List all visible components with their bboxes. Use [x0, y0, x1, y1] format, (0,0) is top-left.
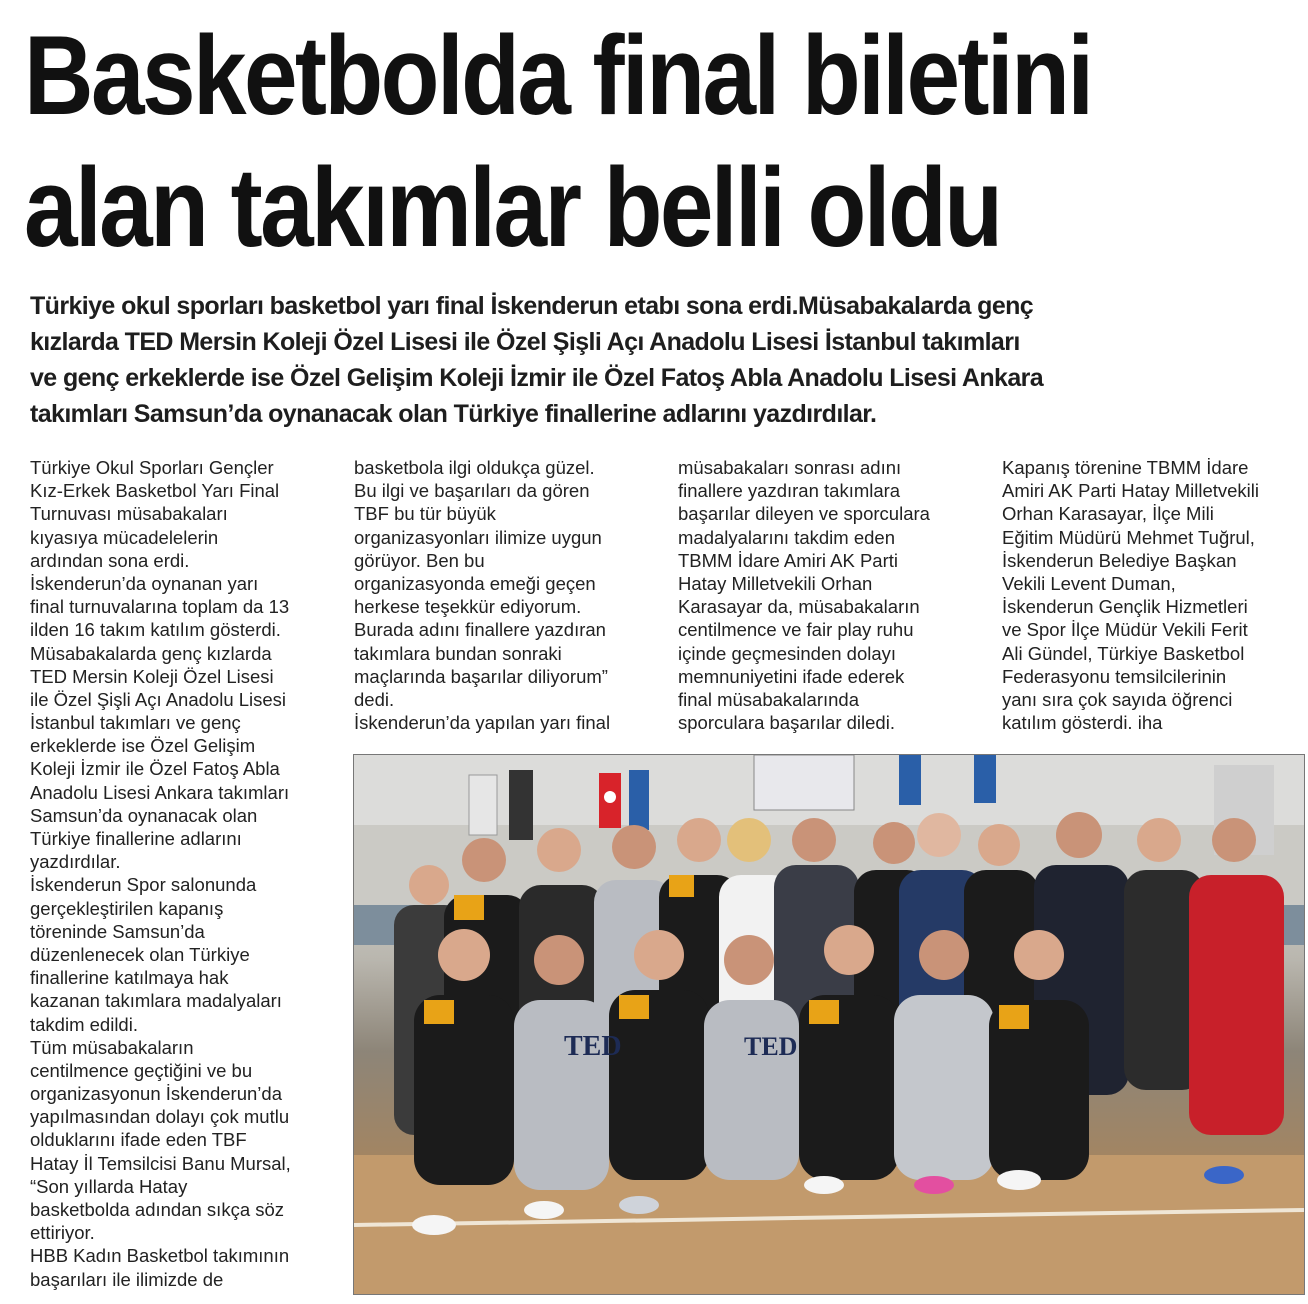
- wall-banner: [469, 775, 497, 835]
- body-text-line: kıyasıya mücadelelerin: [30, 526, 219, 548]
- body-column-3: [678, 456, 978, 734]
- body-text-line: finallerine katılmaya hak: [30, 967, 229, 989]
- body-text-line: basketbolda adından sıkça söz: [30, 1199, 285, 1220]
- body-column-4: [1002, 456, 1302, 734]
- body-text-line: Tüm müsabakaların: [30, 1036, 194, 1058]
- body-text-line: Müsabakalarda genç kızlarda: [30, 642, 272, 664]
- body-text-line: İskenderun Belediye Başkan: [1002, 549, 1237, 571]
- deck-line: kızlarda TED Mersin Koleji Özel Lisesi ile Özel Şişli Açı Anadolu Lisesi İstanbul takımları: [30, 328, 1020, 356]
- body-text-line: Kapanış törenine TBMM İdare: [1002, 457, 1249, 478]
- body-text-line: erkeklerde ise Özel Gelişim: [30, 735, 256, 757]
- body-text-line: Amiri AK Parti Hatay Milletvekili: [1002, 480, 1260, 502]
- body-text-line: düzenlenecek olan Türkiye: [30, 943, 250, 965]
- body-text-line: memnuniyetini ifade ederek: [678, 665, 905, 687]
- headline: [24, 10, 1116, 274]
- body-text-line: Kız-Erkek Basketbol Yarı Final: [30, 480, 280, 502]
- body-text-line: organizasyonun İskenderun’da: [30, 1083, 282, 1105]
- blue-banner: [899, 755, 921, 805]
- body-text-line: Federasyonu temsilcilerinin: [1002, 665, 1227, 687]
- blue-banner: [974, 755, 996, 803]
- body-text-line: dedi.: [354, 688, 395, 710]
- body-text-line: Ali Gündel, Türkiye Basketbol: [1002, 642, 1245, 664]
- team-photo-illustration: [354, 755, 1304, 1294]
- body-text-line: kazanan takımlara madalyaları: [30, 990, 282, 1012]
- body-column-2: [354, 456, 654, 734]
- team-photo: [353, 754, 1305, 1295]
- body-text-line: İskenderun Spor salonunda: [30, 874, 257, 896]
- article-deck: [30, 288, 1305, 432]
- body-text-line: madalyalarını takdim eden: [678, 526, 895, 548]
- deck-line: Türkiye okul sporları basketbol yarı final İskenderun etabı sona erdi.Müsabakalarda genç: [30, 292, 1034, 320]
- body-text-line: Anadolu Lisesi Ankara takımları: [30, 781, 290, 803]
- body-text-line: sporculara başarılar diledi.: [678, 712, 895, 734]
- body-text-line: TBF bu tür büyük: [354, 503, 496, 525]
- body-text-line: başarılar dileyen ve sporculara: [678, 503, 930, 525]
- body-text-line: final müsabakalarında: [678, 688, 859, 710]
- body-text-line: organizasyonda emeği geçen: [354, 572, 596, 594]
- headline-line-2: alan takımlar belli oldu: [24, 145, 1001, 270]
- body-text-line: maçlarında başarılar diliyorum”: [354, 665, 608, 687]
- body-text-line: takımlara bundan sonraki: [354, 642, 562, 664]
- body-text-line: Hatay Milletvekili Orhan: [678, 572, 873, 594]
- headline-line-1: Basketbolda final biletini: [24, 13, 1092, 138]
- body-text-line: Orhan Karasayar, İlçe Mili: [1002, 503, 1214, 525]
- body-text-line: Türkiye finallerine adlarını: [30, 828, 242, 849]
- body-text-line: HBB Kadın Basketbol takımının: [30, 1245, 290, 1267]
- body-text-line: ardından sona erdi.: [30, 549, 190, 571]
- deck-line: ve genç erkeklerde ise Özel Gelişim Koleji İzmir ile Özel Fatoş Abla Anadolu Lisesi Ankara: [30, 364, 1044, 392]
- body-text-line: TBMM İdare Amiri AK Parti: [678, 549, 898, 571]
- body-text-line: görüyor. Ben bu: [354, 549, 485, 571]
- body-text-line: Bu ilgi ve başarıları da gören: [354, 480, 590, 502]
- jersey-text: TED: [744, 1032, 798, 1061]
- body-text-line: katılım gösterdi. iha: [1002, 712, 1163, 734]
- body-text-line: centilmence geçtiğini ve bu: [30, 1059, 253, 1081]
- body-text-line: İskenderun Gençlik Hizmetleri: [1002, 596, 1248, 618]
- body-column-1: [30, 456, 330, 1291]
- body-text-line: ile Özel Şişli Açı Anadolu Lisesi: [30, 688, 287, 710]
- body-text-line: Turnuvası müsabakaları: [30, 503, 228, 525]
- flag-crescent-icon: [604, 791, 616, 803]
- body-text-line: “Son yıllarda Hatay: [30, 1175, 188, 1197]
- body-text-line: Hatay İl Temsilcisi Banu Mursal,: [30, 1152, 291, 1174]
- body-text-line: müsabakaları sonrası adını: [678, 457, 902, 478]
- body-text-line: gerçekleştirilen kapanış: [30, 897, 224, 919]
- body-text-line: ve Spor İlçe Müdür Vekili Ferit: [1002, 619, 1248, 641]
- body-text-line: takdim edildi.: [30, 1013, 138, 1035]
- body-text-line: ilden 16 takım katılım gösterdi.: [30, 619, 281, 641]
- body-text-line: Eğitim Müdürü Mehmet Tuğrul,: [1002, 526, 1255, 548]
- body-text-line: herkese teşekkür ediyorum.: [354, 596, 582, 618]
- wall-banner-dark: [509, 770, 533, 840]
- body-text-line: basketbola ilgi oldukça güzel.: [354, 457, 595, 478]
- stage-banner: [754, 755, 854, 810]
- body-text-line: Burada adını finallere yazdıran: [354, 619, 606, 641]
- body-text-line: İskenderun’da oynanan yarı: [30, 572, 259, 594]
- body-text-line: olduklarını ifade eden TBF: [30, 1129, 247, 1151]
- body-text-line: İstanbul takımları ve genç: [30, 712, 241, 734]
- body-text-line: organizasyonları ilimize uygun: [354, 526, 602, 548]
- body-text-line: töreninde Samsun’da: [30, 920, 205, 942]
- body-text-line: İskenderun’da yapılan yarı final: [354, 712, 611, 734]
- body-text-line: TED Mersin Koleji Özel Lisesi: [30, 665, 274, 687]
- body-text-line: Karasayar da, müsabakaların: [678, 596, 920, 618]
- body-text-line: yazdırdılar.: [30, 851, 121, 873]
- body-text-line: yapılmasından dolayı çok mutlu: [30, 1106, 290, 1128]
- body-text-line: başarıları ile ilimizde de: [30, 1268, 224, 1290]
- body-text-line: yanı sıra çok sayıda öğrenci: [1002, 688, 1233, 710]
- body-text-line: Koleji İzmir ile Özel Fatoş Abla: [30, 758, 280, 780]
- body-text-line: Vekili Levent Duman,: [1002, 572, 1176, 594]
- body-text-line: finallere yazdıran takımlara: [678, 480, 901, 502]
- body-text-line: Türkiye Okul Sporları Gençler: [30, 457, 274, 478]
- deck-line: takımları Samsun’da oynanacak olan Türkiye finallerine adlarını yazdırdılar.: [30, 400, 877, 428]
- body-text-line: centilmence ve fair play ruhu: [678, 619, 914, 641]
- body-text-line: içinde geçmesinden dolayı: [678, 642, 897, 664]
- jersey-text: TED: [564, 1031, 622, 1062]
- body-text-line: Samsun’da oynanacak olan: [30, 804, 258, 826]
- body-text-line: final turnuvalarına toplam da 13: [30, 596, 290, 618]
- body-text-line: ettiriyor.: [30, 1222, 95, 1244]
- blue-banner: [629, 770, 649, 830]
